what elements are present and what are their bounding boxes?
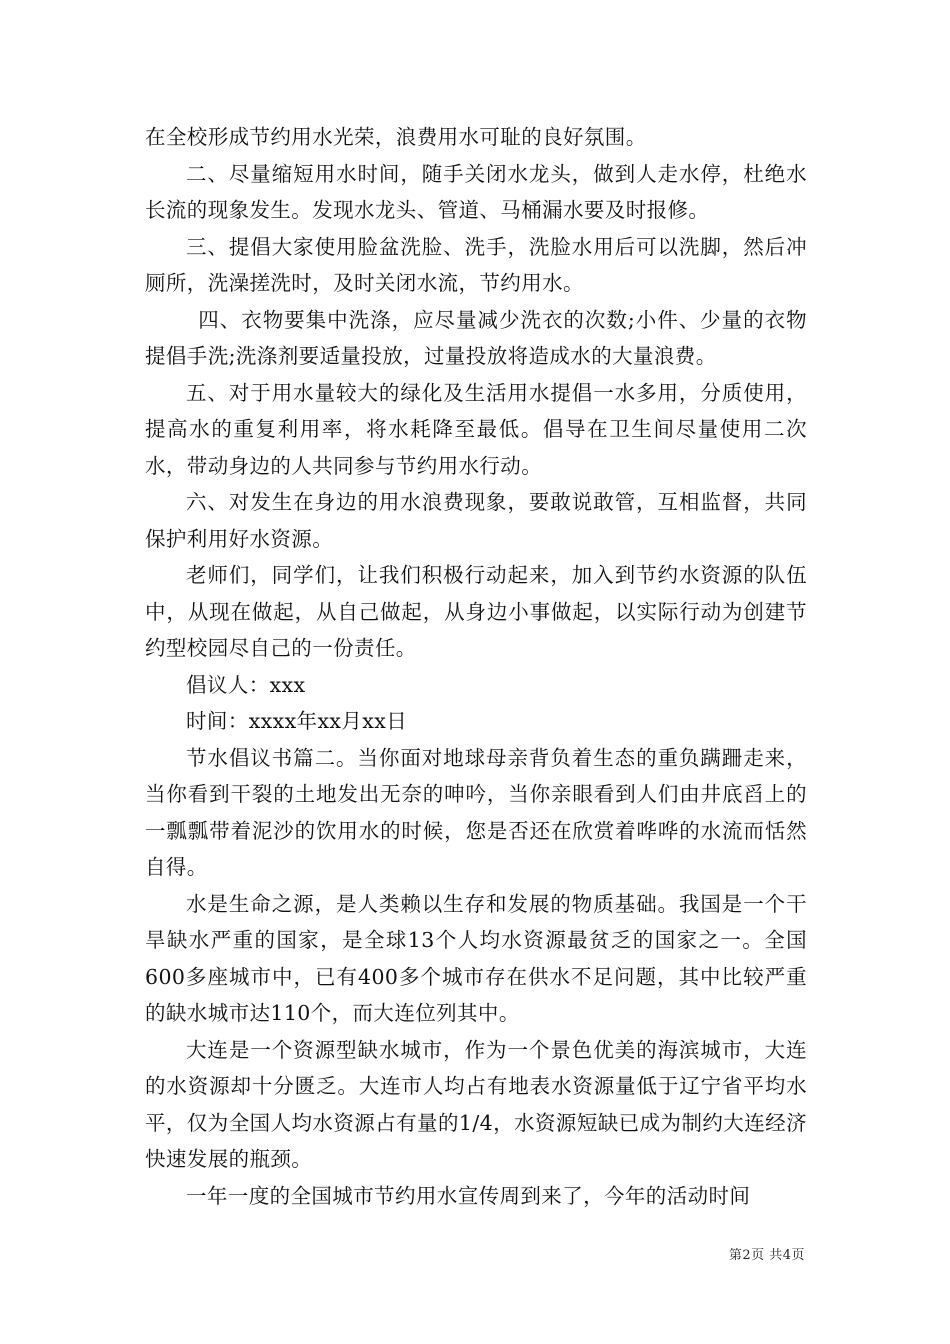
paragraph-6: 六、对发生在身边的用水浪费现象，要敢说敢管，互相监督，共同保护利用好水资源。 [145,490,807,551]
paragraph-2: 二、尽量缩短用水时间，随手关闭水龙头，做到人走水停，杜绝水长流的现象发生。发现水龙头、管道、马桶漏水要及时报修。 [145,161,807,222]
initiator-line: 倡议人：xxx [186,672,306,697]
paragraph-7: 老师们，同学们，让我们积极行动起来，加入到节约水资源的队伍中，从现在做起，从自己做起，从身边小事做起，以实际行动为创建节约型校园尽自己的一份责任。 [145,563,807,660]
document-body [145,119,807,1214]
page-number: 第2页 共4页 [728,1248,805,1263]
paragraph-5: 五、对于用水量较大的绿化及生活用水提倡一水多用，分质使用，提高水的重复利用率，将水耗降至最低。倡导在卫生间尽量使用二次水，带动身边的人共同参与节约用水行动。 [145,380,807,478]
paragraph-10: 节水倡议书篇二。当你面对地球母亲背负着生态的重负蹒跚走来，当你看到干裂的土地发出无奈的呻吟，当你亲眼看到人们由井底舀上的一瓢瓢带着泥沙的饮用水的时候，您是否还在欣赏着哗哗的水流而恬然自得。 [145,745,807,879]
paragraph-13: 一年一度的全国城市节约用水宣传周到来了，今年的活动时间 [186,1183,751,1208]
paragraph-1: 在全校形成节约用水光荣，浪费用水可耻的良好氛围。 [145,125,647,149]
paragraph-3: 三、提倡大家使用脸盆洗脸、洗手，洗脸水用后可以洗脚，然后冲厕所，洗澡搓洗时，及时关闭水流，节约用水。 [145,234,807,295]
date-line: 时间：xxxx年xx月xx日 [186,709,408,733]
paragraph-11: 水是生命之源，是人类赖以生存和发展的物质基础。我国是一个干旱缺水严重的国家，是全球13个人均水资源最贫乏的国家之一。全国600多座城市中，已有400多个城市存在供水不足问题，其中比较严重的缺水城市达110个，而大连位列其中。 [145,891,807,1025]
paragraph-4: 四、衣物要集中洗涤，应尽量减少洗衣的次数;小件、少量的衣物提倡手洗;洗涤剂要适量投放，过量投放将造成水的大量浪费。 [145,307,807,368]
paragraph-12: 大连是一个资源型缺水城市，作为一个景色优美的海滨城市，大连的水资源却十分匮乏。大连市人均占有地表水资源量低于辽宁省平均水平，仅为全国人均水资源占有量的1/4，水资源短缺已成为制约大连经济快速发展的瓶颈。 [145,1037,807,1171]
